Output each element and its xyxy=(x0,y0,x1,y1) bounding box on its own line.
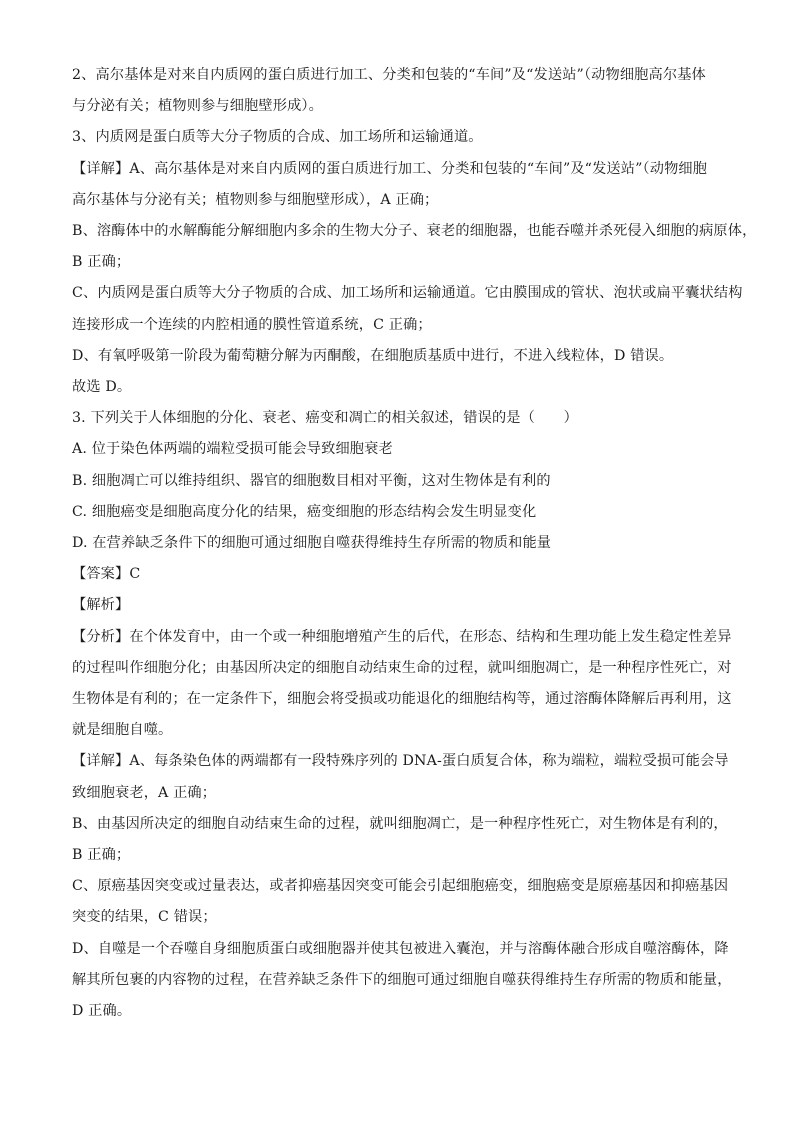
text-line: B、由基因所决定的细胞自动结束生命的过程，就叫细胞凋亡，是一种程序性死亡，对生物体是有利的， xyxy=(72,815,728,832)
document-page xyxy=(72,60,757,1027)
text-line: 连接形成一个连续的内腔相通的膜性管道系统，C 正确； xyxy=(72,316,432,333)
text-line: B 正确； xyxy=(72,847,131,864)
text-line: 故选 D。 xyxy=(72,379,132,396)
text-line: 【详解】A、高尔基体是对来自内质网的蛋白质进行加工、分类和包装的“车间”及“发送站”（动物细胞 xyxy=(72,160,708,177)
text-line: 2、高尔基体是对来自内质网的蛋白质进行加工、分类和包装的“车间”及“发送站”（动物细胞高尔基体 xyxy=(72,67,706,83)
text-line: B 正确； xyxy=(72,254,131,271)
text-line: 致细胞衰老，A 正确； xyxy=(72,784,217,801)
text-line: B、溶酶体中的水解酶能分解细胞内多余的生物大分子、衰老的细胞器，也能吞噬并杀死侵入细胞的病原体， xyxy=(72,223,757,240)
text-line: C、原癌基因突变或过量表达，或者抑癌基因突变可能会引起细胞癌变，细胞癌变是原癌基因和抑癌基因 xyxy=(72,878,729,895)
option-d: D. 在营养缺乏条件下的细胞可通过细胞自噬获得维持生存所需的物质和能量 xyxy=(72,535,552,552)
text-line: 【详解】A、每条染色体的两端都有一段特殊序列的 DNA-蛋白质复合体，称为端粒，端粒受损可能会导 xyxy=(72,753,729,770)
text-line: 的过程叫作细胞分化；由基因所决定的细胞自动结束生命的过程，就叫细胞凋亡，是一种程序性死亡，对 xyxy=(72,659,732,676)
text-line: 高尔基体与分泌有关；植物则参与细胞壁形成），A 正确； xyxy=(72,191,439,208)
text-line: 【分析】在个体发育中，由一个或一种细胞增殖产生的后代，在形态、结构和生理功能上发生稳定性差异 xyxy=(72,628,732,645)
text-line: C、内质网是蛋白质等大分子物质的合成、加工场所和运输通道。它由膜围成的管状、泡状或扁平囊状结构 xyxy=(72,285,743,302)
option-c: C. 细胞癌变是细胞高度分化的结果，癌变细胞的形态结构会发生明显变化 xyxy=(72,503,537,520)
text-line: 生物体是有利的；在一定条件下，细胞会将受损或功能退化的细胞结构等，通过溶酶体降解后再利用，这 xyxy=(72,691,732,708)
text-line: D、自噬是一个吞噬自身细胞质蛋白或细胞器并使其包被进入囊泡，并与溶酶体融合形成自噬溶酶体，降 xyxy=(72,940,729,957)
text-line: D、有氧呼吸第一阶段为葡萄糖分解为丙酮酸，在细胞质基质中进行，不进入线粒体，D 错误。 xyxy=(72,347,674,364)
option-a: A. 位于染色体两端的端粒受损可能会导致细胞衰老 xyxy=(72,441,393,458)
text-line: 就是细胞自噬。 xyxy=(72,722,173,739)
text-line: 与分泌有关；植物则参与细胞壁形成）。 xyxy=(72,98,323,115)
question-stem: 3. 下列关于人体细胞的分化、衰老、癌变和凋亡的相关叙述，错误的是（ ） xyxy=(72,410,578,427)
text-line: D 正确。 xyxy=(72,1003,132,1020)
text-line: 3、内质网是蛋白质等大分子物质的合成、加工场所和运输通道。 xyxy=(72,129,483,146)
option-b: B. 细胞凋亡可以维持组织、器官的细胞数目相对平衡，这对生物体是有利的 xyxy=(72,472,551,489)
analysis-label: 【解析】 xyxy=(72,597,130,614)
text-line: 突变的结果，C 错误； xyxy=(72,909,217,926)
text-line: 解其所包裹的内容物的过程，在营养缺乏条件下的细胞可通过细胞自噬获得维持生存所需的物质和能量， xyxy=(72,971,732,988)
answer-label: 【答案】C xyxy=(72,566,141,583)
